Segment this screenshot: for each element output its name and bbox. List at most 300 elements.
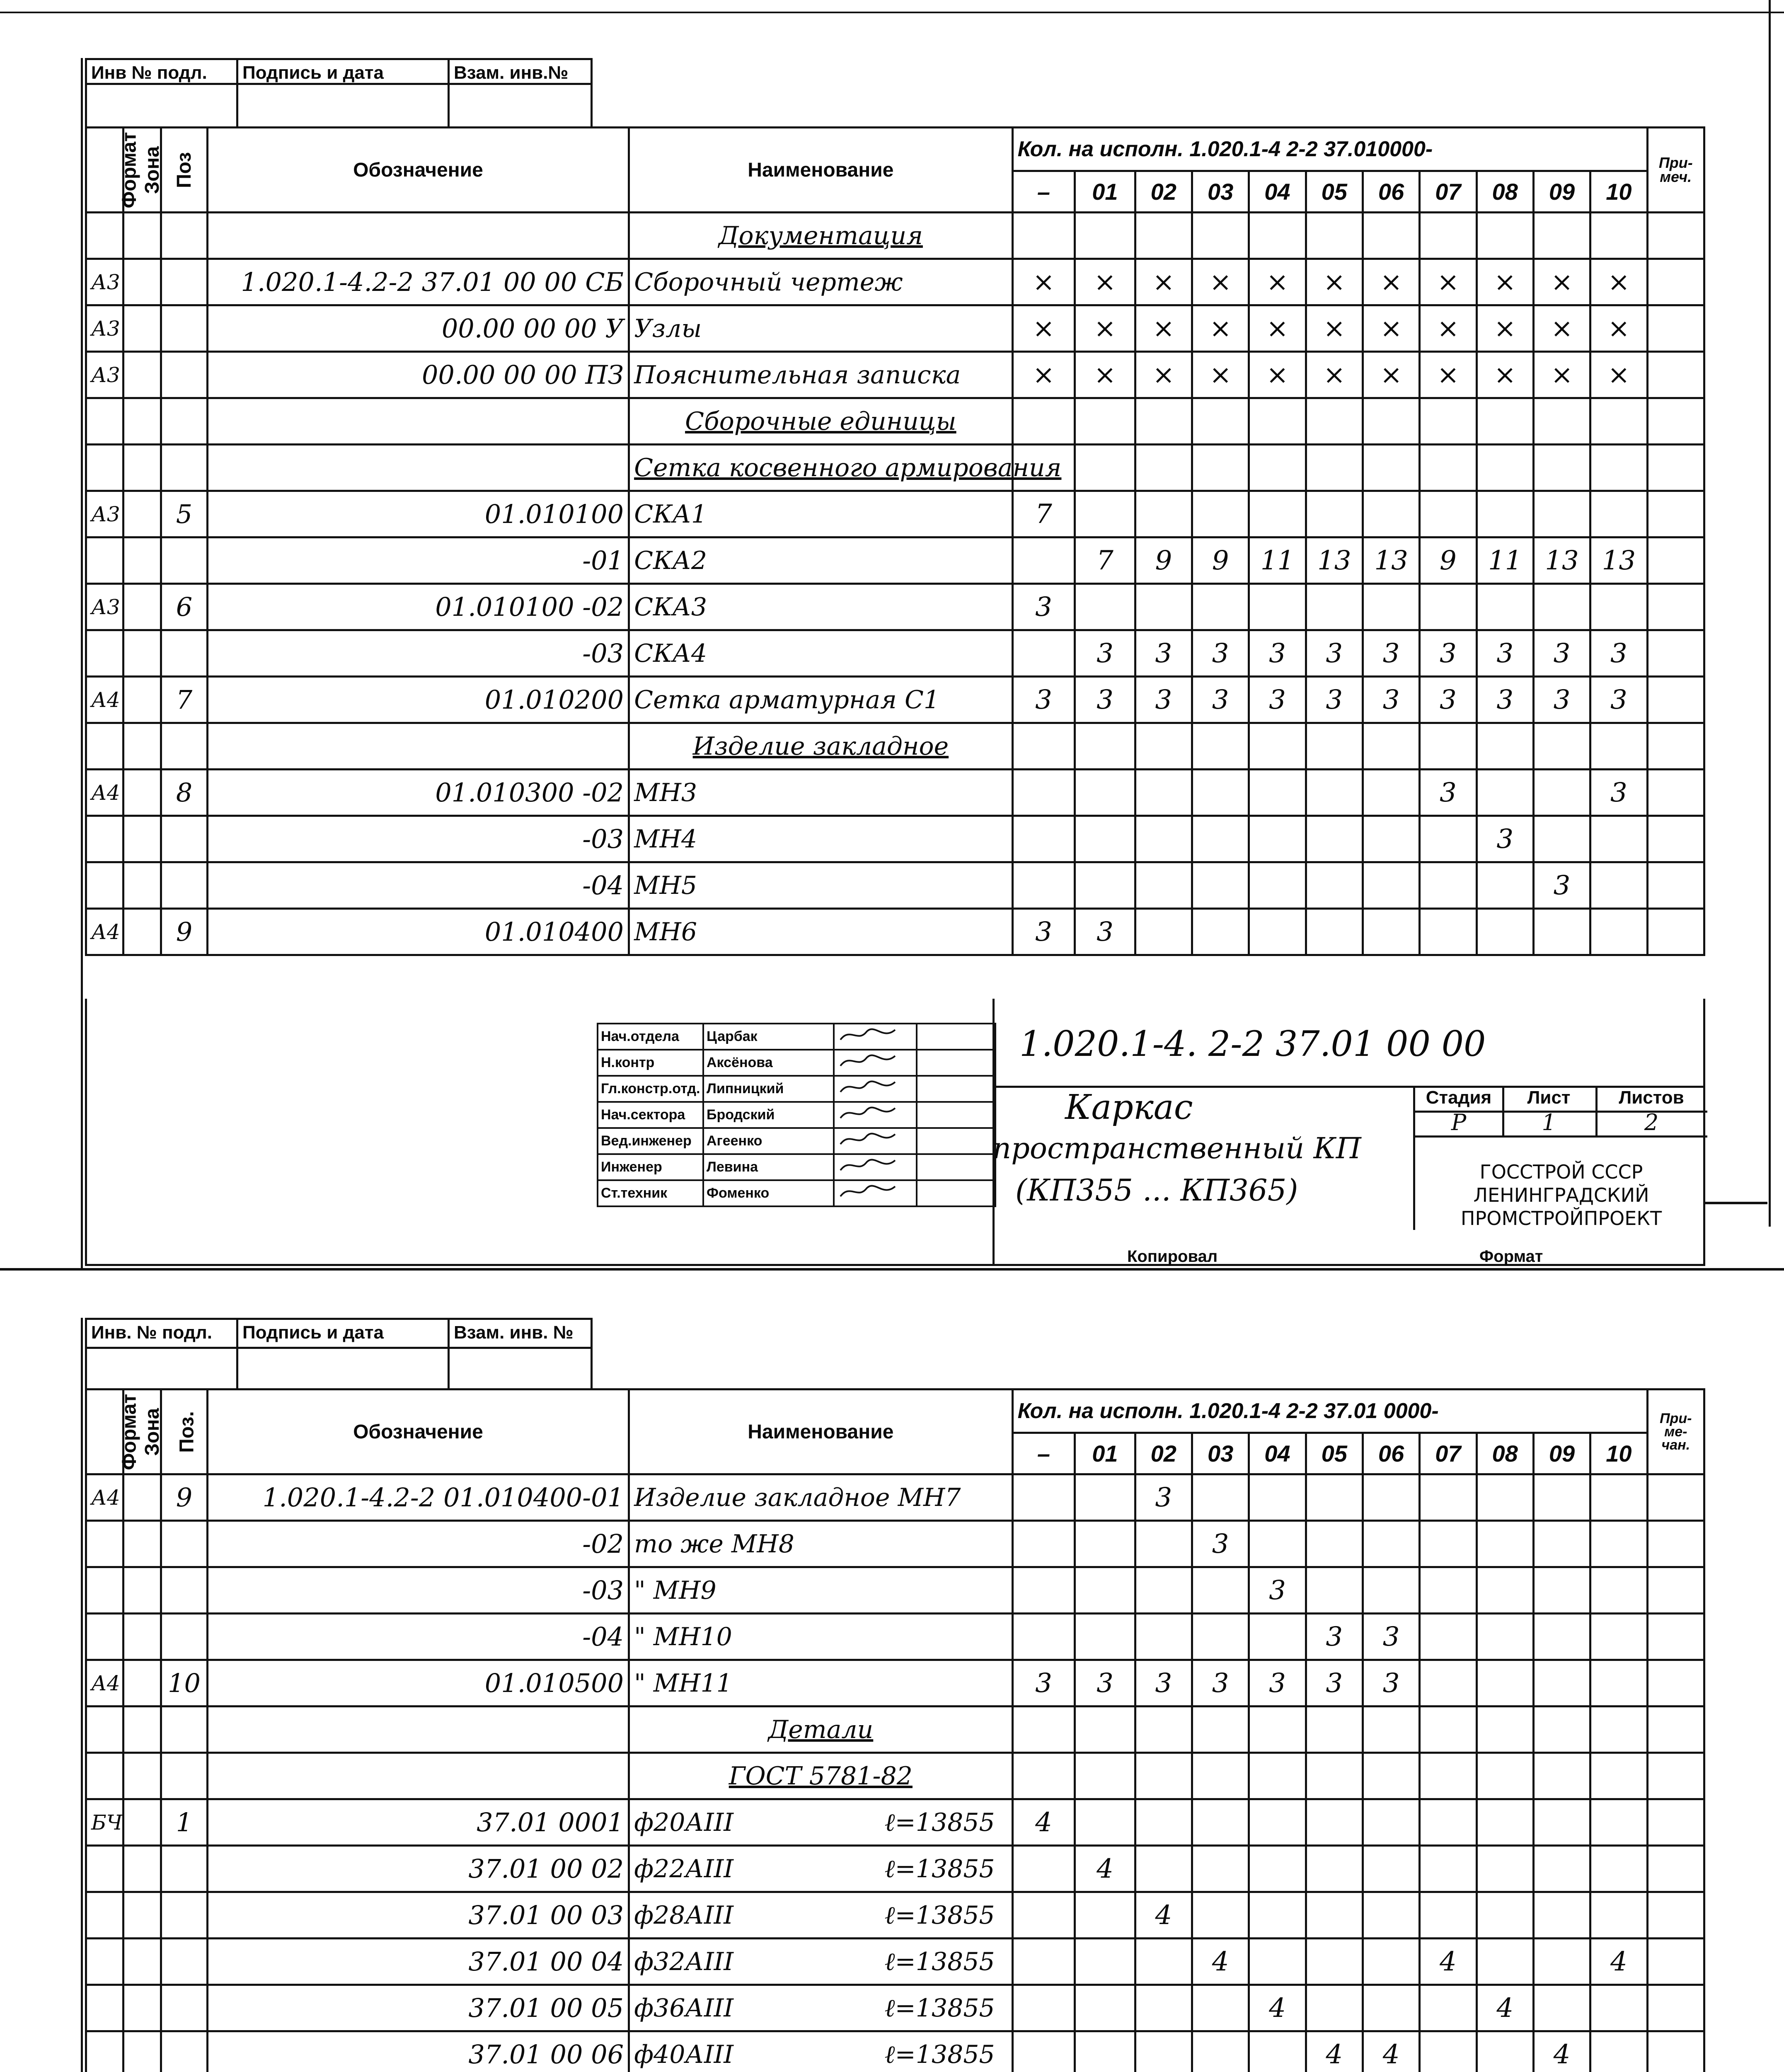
cell-fmt bbox=[86, 630, 123, 677]
cell-name bbox=[629, 305, 1013, 352]
qty-cell: × bbox=[1249, 305, 1306, 352]
table-row bbox=[86, 445, 1704, 491]
col-zone-header-2: Зона bbox=[123, 1389, 161, 1474]
item-name: ф22АIII bbox=[634, 1854, 733, 1883]
item-name: Сетка косвенного армирования bbox=[634, 453, 1062, 482]
s2-qty-col-9: 09 bbox=[1533, 1433, 1590, 1474]
qty-cell bbox=[1590, 584, 1647, 630]
item-name: ф36АIII bbox=[634, 1993, 733, 2023]
qty-cell: 3 bbox=[1420, 770, 1477, 816]
qty-cell bbox=[1249, 723, 1306, 770]
qty-cell bbox=[1363, 491, 1419, 537]
qty-cell: 3 bbox=[1249, 677, 1306, 723]
qty-cell: 4 bbox=[1477, 1985, 1533, 2031]
cell-fmt: А3 bbox=[86, 305, 123, 352]
qty-cell bbox=[1533, 1799, 1590, 1846]
cell-name bbox=[629, 445, 1062, 491]
qty-cell bbox=[1477, 1567, 1533, 1614]
qty-cell: 3 bbox=[1477, 630, 1533, 677]
qty-cell bbox=[1420, 1474, 1477, 1521]
cell-des: 01.010400 bbox=[207, 909, 629, 955]
qty-cell bbox=[1420, 816, 1477, 862]
org-block bbox=[1413, 1160, 1707, 1230]
s1-qty-col-7: 07 bbox=[1420, 171, 1477, 213]
cell-des: 1.020.1-4.2-2 01.010400-01 bbox=[207, 1474, 629, 1521]
stage-label: Стадия bbox=[1415, 1086, 1504, 1113]
qty-cell bbox=[1192, 1985, 1249, 2031]
qty-cell bbox=[1590, 491, 1647, 537]
qty-cell bbox=[1012, 398, 1075, 445]
signature-name: Царбак bbox=[703, 1024, 834, 1050]
qty-cell: × bbox=[1363, 352, 1419, 398]
sheet-value: 1 bbox=[1502, 1111, 1598, 1138]
qty-cell bbox=[1306, 723, 1363, 770]
table-row bbox=[86, 1614, 1704, 1660]
signature-role: Вед.инженер bbox=[598, 1128, 703, 1154]
signature-row bbox=[598, 1050, 995, 1076]
cell-pos bbox=[161, 862, 208, 909]
qty-cell bbox=[1135, 1799, 1192, 1846]
qty-cell bbox=[1192, 816, 1249, 862]
signature-scribble-icon bbox=[837, 1130, 899, 1148]
qty-cell bbox=[1135, 770, 1192, 816]
qty-cell: 3 bbox=[1363, 1660, 1419, 1706]
qty-cell: 3 bbox=[1135, 677, 1192, 723]
cell-zone bbox=[123, 213, 161, 259]
qty-cell bbox=[1590, 1892, 1647, 1939]
qty-cell: × bbox=[1590, 305, 1647, 352]
qty-cell bbox=[1306, 1985, 1363, 2031]
note-cell bbox=[1647, 630, 1704, 677]
s1-qty-col-0: – bbox=[1012, 171, 1075, 213]
qty-cell: 3 bbox=[1533, 677, 1590, 723]
org-line-1: ГОССТРОЙ СССР bbox=[1479, 1161, 1643, 1183]
cell-name bbox=[629, 537, 1013, 584]
item-name: МН6 bbox=[634, 917, 697, 946]
qty-cell: × bbox=[1192, 305, 1249, 352]
item-name: МН4 bbox=[634, 824, 697, 854]
item-name: Сборочные единицы bbox=[685, 407, 956, 436]
qty-cell bbox=[1012, 1474, 1075, 1521]
qty-cell bbox=[1477, 1706, 1533, 1753]
title-line-3: (КП355 ... КП365) bbox=[1015, 1173, 1298, 1208]
signature-role: Гл.констр.отд. bbox=[598, 1076, 703, 1102]
note-cell bbox=[1647, 1892, 1704, 1939]
qty-cell bbox=[1363, 1846, 1419, 1892]
item-length: ℓ=13855 bbox=[884, 1993, 995, 2023]
qty-cell bbox=[1420, 1892, 1477, 1939]
qty-cell bbox=[1420, 862, 1477, 909]
qty-cell bbox=[1420, 1846, 1477, 1892]
qty-cell bbox=[1420, 1985, 1477, 2031]
qty-cell bbox=[1363, 1567, 1419, 1614]
cell-zone bbox=[123, 2031, 161, 2072]
spec-body-1 bbox=[86, 213, 1704, 955]
s2-qty-col-10: 10 bbox=[1590, 1433, 1647, 1474]
qty-cell: 3 bbox=[1363, 677, 1419, 723]
qty-cell: 4 bbox=[1249, 1985, 1306, 2031]
signature-scribble-icon bbox=[837, 1026, 899, 1044]
cell-pos bbox=[161, 1706, 208, 1753]
qty-cell bbox=[1075, 862, 1135, 909]
qty-cell bbox=[1012, 1521, 1075, 1567]
qty-cell: 3 bbox=[1192, 1521, 1249, 1567]
s1-qty-col-3: 03 bbox=[1192, 171, 1249, 213]
signature-role: Н.контр bbox=[598, 1050, 703, 1076]
cell-des: 37.01 00 06 bbox=[207, 2031, 629, 2072]
item-name: то же МН8 bbox=[634, 1529, 794, 1559]
table-row bbox=[86, 770, 1704, 816]
cell-des: 01.010500 bbox=[207, 1660, 629, 1706]
s1-qty-col-2: 02 bbox=[1135, 171, 1192, 213]
cell-fmt bbox=[86, 1567, 123, 1614]
frame-left-1 bbox=[81, 58, 83, 1268]
qty-cell bbox=[1075, 1474, 1135, 1521]
cell-fmt: А4 bbox=[86, 677, 123, 723]
qty-cell bbox=[1306, 770, 1363, 816]
cell-name bbox=[629, 259, 1013, 305]
qty-cell: 7 bbox=[1012, 491, 1075, 537]
qty-cell: × bbox=[1306, 305, 1363, 352]
qty-cell: × bbox=[1075, 305, 1135, 352]
qty-cell bbox=[1012, 816, 1075, 862]
note-cell bbox=[1647, 770, 1704, 816]
cell-pos: 10 bbox=[161, 1660, 208, 1706]
qty-cell bbox=[1420, 1753, 1477, 1799]
qty-cell bbox=[1533, 1474, 1590, 1521]
signature-date bbox=[917, 1180, 995, 1206]
top-strip-2-lower bbox=[85, 1347, 593, 1392]
sign-label: Подпись и дата bbox=[238, 60, 450, 126]
qty-cell bbox=[1075, 1939, 1135, 1985]
qty-cell bbox=[1249, 398, 1306, 445]
cell-zone bbox=[123, 398, 161, 445]
cell-name bbox=[629, 1567, 1013, 1614]
qty-cell bbox=[1306, 1892, 1363, 1939]
cell-zone bbox=[123, 584, 161, 630]
qty-cell bbox=[1533, 1614, 1590, 1660]
qty-cell bbox=[1306, 213, 1363, 259]
signature-table bbox=[597, 1023, 996, 1207]
qty-cell bbox=[1420, 1660, 1477, 1706]
qty-cell bbox=[1477, 1474, 1533, 1521]
qty-cell bbox=[1192, 445, 1249, 491]
cell-name bbox=[629, 1660, 1013, 1706]
qty-cell bbox=[1363, 584, 1419, 630]
qty-cell: × bbox=[1135, 352, 1192, 398]
table-row bbox=[86, 677, 1704, 723]
qty-cell bbox=[1249, 862, 1306, 909]
table-row bbox=[86, 259, 1704, 305]
qty-cell bbox=[1420, 1799, 1477, 1846]
spec-body-2 bbox=[86, 1474, 1704, 2072]
item-name: Документация bbox=[718, 221, 923, 250]
item-name: Изделие закладное МН7 bbox=[634, 1483, 961, 1512]
signature-name: Фоменко bbox=[703, 1180, 834, 1206]
qty-cell bbox=[1306, 1939, 1363, 1985]
cell-fmt: А3 bbox=[86, 584, 123, 630]
cell-zone bbox=[123, 1660, 161, 1706]
qty-cell: 3 bbox=[1249, 630, 1306, 677]
qty-cell: 3 bbox=[1306, 677, 1363, 723]
qty-cell bbox=[1420, 1614, 1477, 1660]
qty-cell bbox=[1533, 1706, 1590, 1753]
vzam-label: Взам. инв.№ bbox=[454, 63, 569, 83]
qty-cell bbox=[1249, 770, 1306, 816]
doc-code-1: 1.020.1-4. 2-2 37.01 00 00 bbox=[1019, 1024, 1486, 1064]
cell-pos bbox=[161, 2031, 208, 2072]
cell-name bbox=[629, 677, 1013, 723]
note-cell bbox=[1647, 1567, 1704, 1614]
signature-date bbox=[917, 1024, 995, 1050]
qty-cell: 3 bbox=[1477, 816, 1533, 862]
qty-cell bbox=[1306, 584, 1363, 630]
format-label-1: Формат bbox=[1479, 1247, 1543, 1266]
cell-fmt bbox=[86, 1939, 123, 1985]
cell-fmt bbox=[86, 1892, 123, 1939]
qty-cell bbox=[1192, 1753, 1249, 1799]
cell-zone bbox=[123, 352, 161, 398]
qty-cell bbox=[1135, 1846, 1192, 1892]
qty-cell: × bbox=[1590, 352, 1647, 398]
table-row bbox=[86, 2031, 1704, 2072]
qty-cell: × bbox=[1477, 305, 1533, 352]
qty-cell bbox=[1135, 2031, 1192, 2072]
cell-fmt: А4 bbox=[86, 1660, 123, 1706]
note-cell bbox=[1647, 584, 1704, 630]
item-name: СКА1 bbox=[634, 499, 707, 529]
qty-cell: × bbox=[1075, 352, 1135, 398]
qty-cell bbox=[1012, 1614, 1075, 1660]
qty-cell: 3 bbox=[1192, 677, 1249, 723]
qty-cell bbox=[1135, 1567, 1192, 1614]
inv-label-2: Инв. № подл. bbox=[87, 1320, 238, 1388]
table-row bbox=[86, 584, 1704, 630]
qty-cell bbox=[1192, 1614, 1249, 1660]
qty-cell bbox=[1477, 1846, 1533, 1892]
cell-des: -03 bbox=[207, 816, 629, 862]
cell-fmt bbox=[86, 862, 123, 909]
table-row bbox=[86, 1521, 1704, 1567]
cell-name bbox=[629, 1939, 1013, 1985]
qty-cell: 3 bbox=[1135, 630, 1192, 677]
qty-cell bbox=[1590, 1846, 1647, 1892]
qty-cell: 3 bbox=[1012, 677, 1075, 723]
qty-cell: 4 bbox=[1420, 1939, 1477, 1985]
qty-cell bbox=[1363, 1799, 1419, 1846]
cell-fmt bbox=[86, 1521, 123, 1567]
cell-des bbox=[207, 398, 629, 445]
signature-mark bbox=[834, 1154, 917, 1180]
signature-name: Левина bbox=[703, 1154, 834, 1180]
qty-cell bbox=[1135, 398, 1192, 445]
cell-des bbox=[207, 1706, 629, 1753]
qty-cell bbox=[1477, 584, 1533, 630]
qty-cell: 13 bbox=[1363, 537, 1419, 584]
qty-cell: × bbox=[1249, 259, 1306, 305]
sheet-label: Лист bbox=[1502, 1086, 1598, 1113]
qty-cell bbox=[1249, 445, 1306, 491]
qty-cell bbox=[1306, 909, 1363, 955]
signature-mark bbox=[834, 1180, 917, 1206]
cell-zone bbox=[123, 1614, 161, 1660]
qty-cell bbox=[1135, 213, 1192, 259]
note-cell bbox=[1647, 1753, 1704, 1799]
qty-cell: × bbox=[1192, 259, 1249, 305]
stage-value: Р bbox=[1415, 1111, 1504, 1138]
qty-cell: × bbox=[1012, 305, 1075, 352]
s2-qty-col-0: – bbox=[1012, 1433, 1075, 1474]
cell-des: 01.010300 -02 bbox=[207, 770, 629, 816]
top-strip-lower bbox=[85, 83, 593, 131]
qty-cell bbox=[1192, 862, 1249, 909]
qty-cell bbox=[1420, 491, 1477, 537]
qty-cell bbox=[1249, 1753, 1306, 1799]
qty-cell bbox=[1533, 909, 1590, 955]
org-line-3: ПРОМСТРОЙПРОЕКТ bbox=[1460, 1207, 1662, 1230]
qty-cell bbox=[1363, 816, 1419, 862]
qty-cell bbox=[1306, 1799, 1363, 1846]
qty-cell bbox=[1363, 1474, 1419, 1521]
qty-cell bbox=[1249, 213, 1306, 259]
col-designation-header-2: Обозначение bbox=[207, 1389, 629, 1474]
cell-pos bbox=[161, 1567, 208, 1614]
cell-name bbox=[629, 1521, 1013, 1567]
qty-cell bbox=[1533, 1892, 1590, 1939]
note-cell bbox=[1647, 723, 1704, 770]
qty-cell: 11 bbox=[1477, 537, 1533, 584]
qty-cell: 3 bbox=[1590, 677, 1647, 723]
cell-zone bbox=[123, 677, 161, 723]
item-name: ф32АIII bbox=[634, 1947, 733, 1976]
signature-row bbox=[598, 1102, 995, 1128]
qty-cell bbox=[1135, 491, 1192, 537]
cell-des: 37.01 00 02 bbox=[207, 1846, 629, 1892]
note-cell bbox=[1647, 537, 1704, 584]
signature-name: Бродский bbox=[703, 1102, 834, 1128]
cell-zone bbox=[123, 723, 161, 770]
s1-qty-col-6: 06 bbox=[1363, 171, 1419, 213]
signature-scribble-icon bbox=[837, 1182, 899, 1201]
qty-cell bbox=[1192, 2031, 1249, 2072]
qty-cell bbox=[1533, 1939, 1590, 1985]
qty-cell bbox=[1135, 816, 1192, 862]
note-cell bbox=[1647, 1660, 1704, 1706]
cell-pos bbox=[161, 630, 208, 677]
qty-cell bbox=[1533, 816, 1590, 862]
qty-cell: 3 bbox=[1477, 677, 1533, 723]
qty-cell: 4 bbox=[1135, 1892, 1192, 1939]
table-row bbox=[86, 816, 1704, 862]
qty-cell bbox=[1249, 1892, 1306, 1939]
qty-cell bbox=[1192, 909, 1249, 955]
s2-qty-col-2: 02 bbox=[1135, 1433, 1192, 1474]
cell-pos bbox=[161, 1939, 208, 1985]
cell-fmt bbox=[86, 723, 123, 770]
cell-fmt: А4 bbox=[86, 770, 123, 816]
qty-cell: 3 bbox=[1306, 630, 1363, 677]
qty-cell: × bbox=[1533, 352, 1590, 398]
copied-label-1: Копировал bbox=[1127, 1247, 1218, 1266]
qty-cell bbox=[1533, 1567, 1590, 1614]
qty-cell bbox=[1075, 723, 1135, 770]
s2-qty-col-6: 06 bbox=[1363, 1433, 1419, 1474]
qty-cell: 3 bbox=[1192, 1660, 1249, 1706]
qty-cell bbox=[1363, 862, 1419, 909]
note-cell bbox=[1647, 352, 1704, 398]
cell-pos bbox=[161, 305, 208, 352]
qty-cell bbox=[1135, 862, 1192, 909]
qty-cell bbox=[1192, 1846, 1249, 1892]
qty-cell bbox=[1306, 1474, 1363, 1521]
cell-fmt bbox=[86, 445, 123, 491]
qty-cell bbox=[1363, 445, 1419, 491]
qty-cell bbox=[1420, 1706, 1477, 1753]
col-format-header: Формат bbox=[86, 128, 123, 213]
qty-cell bbox=[1420, 2031, 1477, 2072]
qty-cell bbox=[1135, 584, 1192, 630]
qty-cell bbox=[1135, 1939, 1192, 1985]
table-row bbox=[86, 1939, 1704, 1985]
qty-cell bbox=[1533, 1753, 1590, 1799]
qty-cell bbox=[1012, 630, 1075, 677]
qty-cell bbox=[1363, 1892, 1419, 1939]
signature-mark bbox=[834, 1102, 917, 1128]
qty-cell bbox=[1477, 398, 1533, 445]
qty-cell bbox=[1420, 1521, 1477, 1567]
qty-cell bbox=[1075, 445, 1135, 491]
stage-block bbox=[1413, 1086, 1705, 1171]
qty-cell bbox=[1363, 1521, 1419, 1567]
signature-role: Нач.отдела bbox=[598, 1024, 703, 1050]
s1-qty-col-1: 01 bbox=[1075, 171, 1135, 213]
qty-cell: × bbox=[1533, 259, 1590, 305]
title-line-1: Каркас bbox=[1065, 1088, 1193, 1127]
col-name-header-2: Наименование bbox=[629, 1389, 1013, 1474]
signature-row bbox=[598, 1076, 995, 1102]
cell-fmt: БЧ bbox=[86, 1799, 123, 1846]
cell-name bbox=[629, 816, 1013, 862]
qty-cell bbox=[1477, 2031, 1533, 2072]
cell-des bbox=[207, 213, 629, 259]
qty-cell bbox=[1135, 1521, 1192, 1567]
qty-cell bbox=[1533, 213, 1590, 259]
qty-cell bbox=[1135, 909, 1192, 955]
cell-fmt: А4 bbox=[86, 909, 123, 955]
cell-des: 37.01 0001 bbox=[207, 1799, 629, 1846]
s2-qty-col-1: 01 bbox=[1075, 1433, 1135, 1474]
sheets-label: Листов bbox=[1595, 1086, 1707, 1113]
qty-cell bbox=[1420, 398, 1477, 445]
qty-cell bbox=[1192, 584, 1249, 630]
cell-des: 37.01 00 05 bbox=[207, 1985, 629, 2031]
note-cell bbox=[1647, 1939, 1704, 1985]
qty-cell: 3 bbox=[1075, 677, 1135, 723]
cell-des: -01 bbox=[207, 537, 629, 584]
qty-cell bbox=[1249, 1474, 1306, 1521]
qty-cell bbox=[1249, 2031, 1306, 2072]
qty-cell bbox=[1477, 1799, 1533, 1846]
qty-cell bbox=[1477, 491, 1533, 537]
cell-pos bbox=[161, 816, 208, 862]
qty-cell bbox=[1533, 770, 1590, 816]
qty-cell bbox=[1363, 909, 1419, 955]
signature-date bbox=[917, 1076, 995, 1102]
s1-qty-col-9: 09 bbox=[1533, 171, 1590, 213]
qty-cell bbox=[1306, 816, 1363, 862]
qty-cell: 4 bbox=[1192, 1939, 1249, 1985]
qty-cell bbox=[1420, 584, 1477, 630]
